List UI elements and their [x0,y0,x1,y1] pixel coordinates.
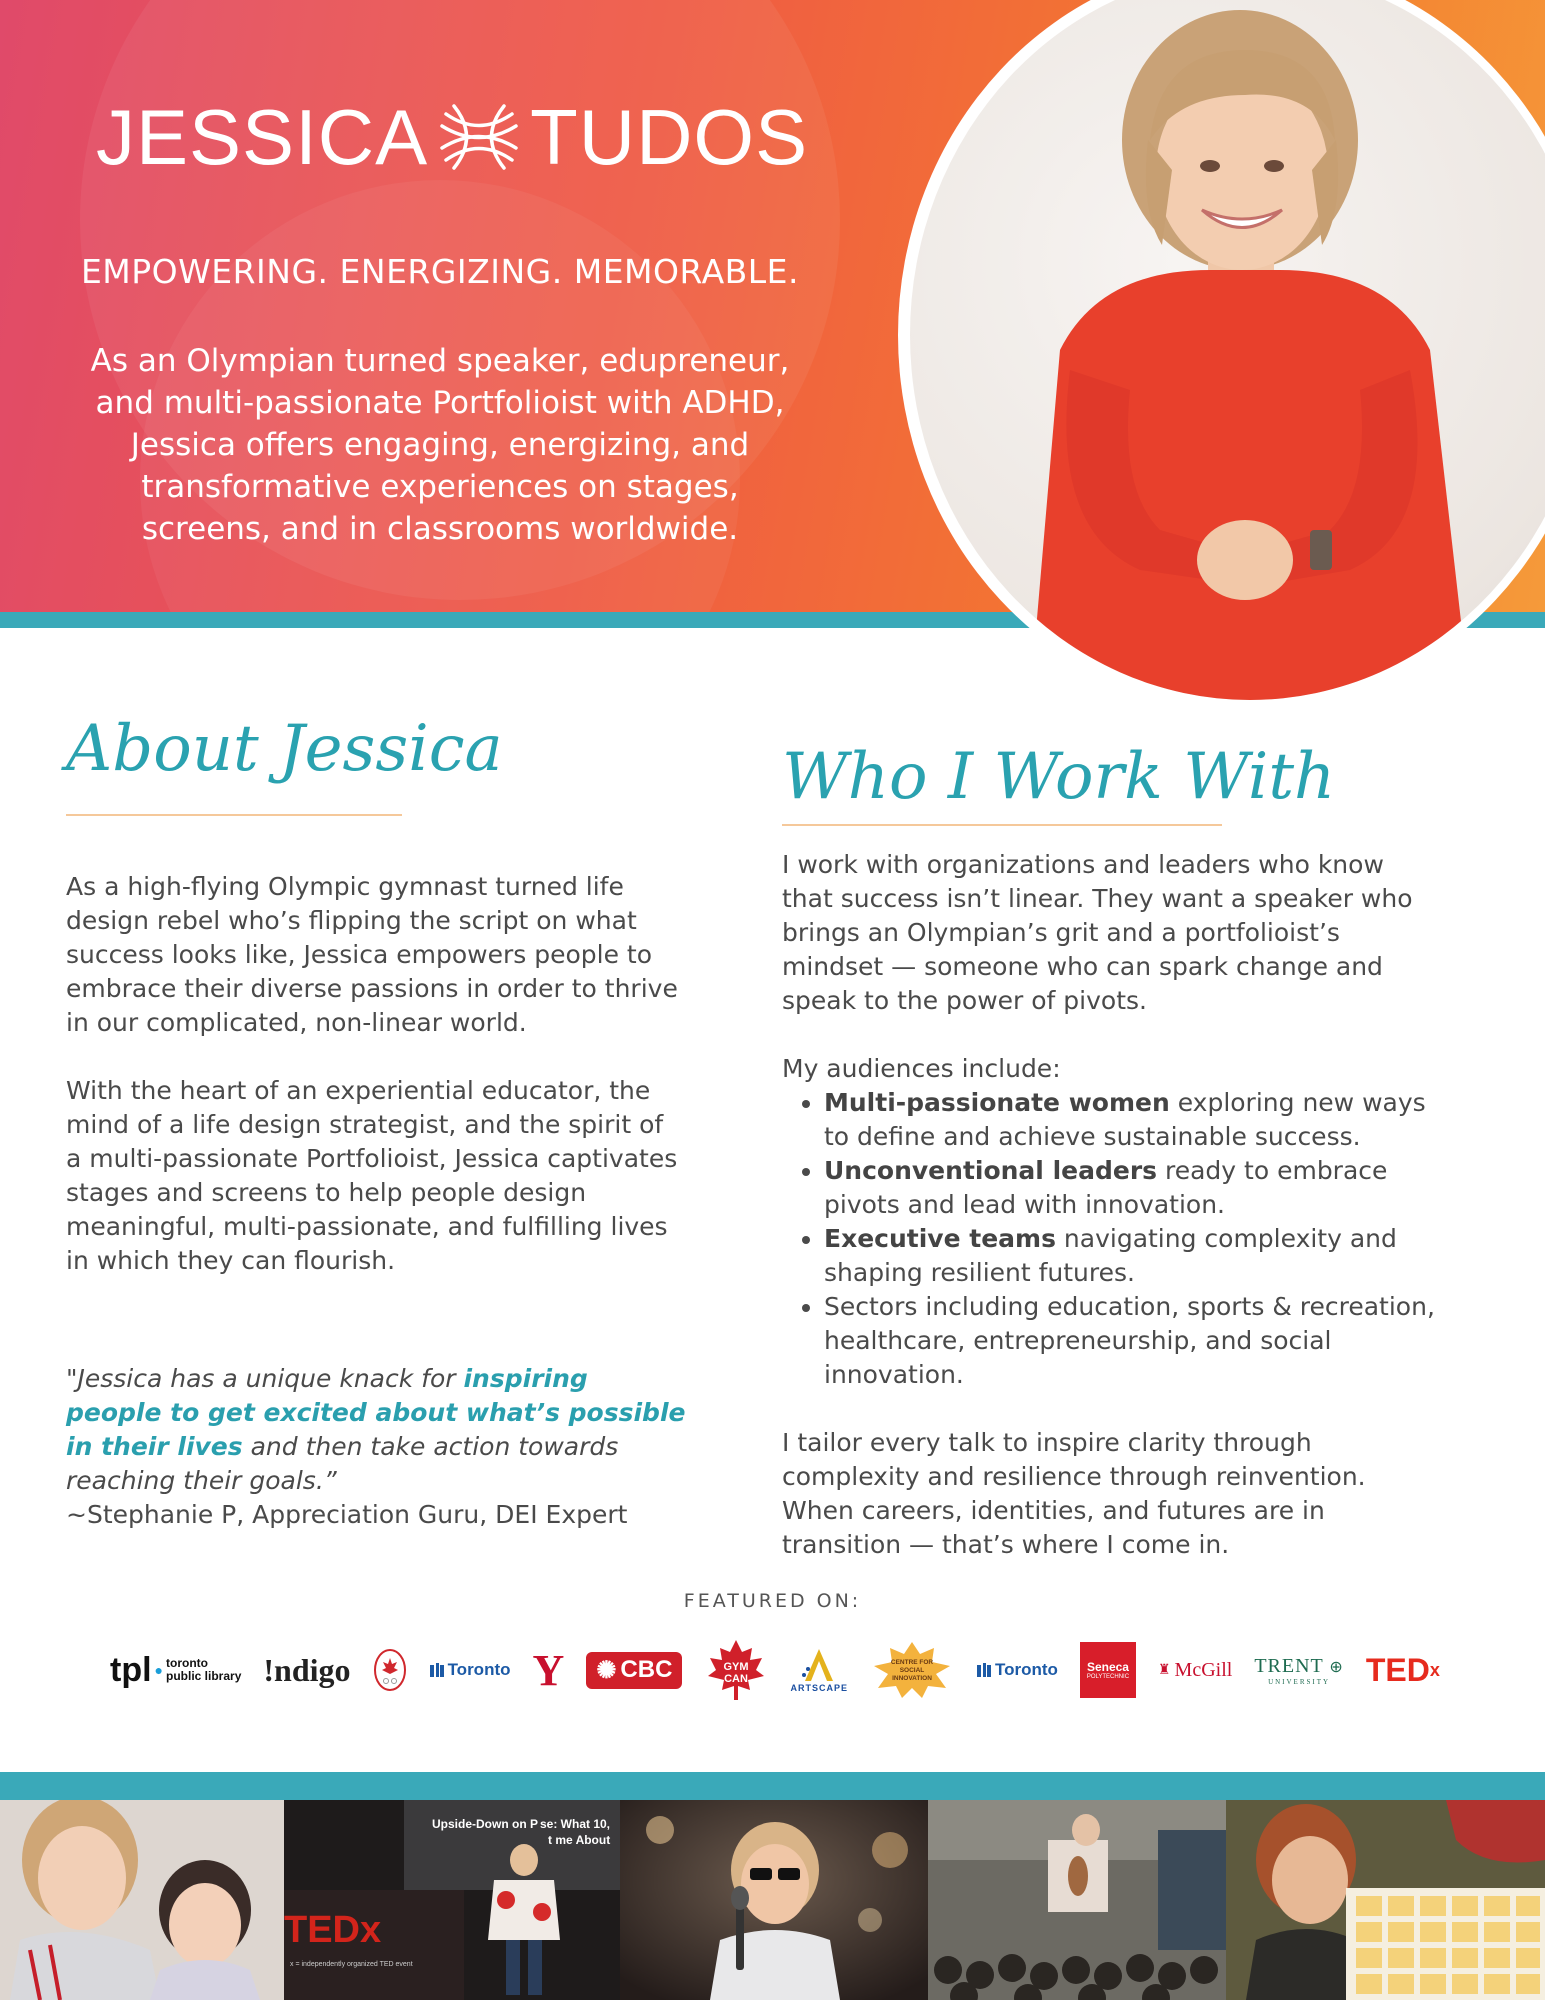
tpl-sub: toronto [166,1656,208,1670]
tedx-sign: TEDx [284,1909,382,1951]
screen-title: se: What 10, [540,1817,611,1831]
intro-line: Jessica offers engaging, energizing, and [130,427,750,463]
intro-line: transformative experiences on stages, [141,469,739,505]
teal-divider-bottom [0,1772,1545,1800]
quote-attribution: ~Stephanie P, Appreciation Guru, DEI Expert [66,1500,628,1529]
tpl-sub: public library [166,1669,242,1683]
audience-text: ready to embrace pivots and lead with innovation. [824,1156,1388,1219]
csi-text: SOCIAL [899,1667,925,1674]
featured-label: FEATURED ON: [683,1590,862,1612]
tedx-wordmark: TED [1365,1651,1430,1688]
about-heading: About Jessica [66,712,503,786]
quote-text: and then take action towards reaching their goals.” [66,1432,619,1495]
audience-bold: Unconventional leaders [824,1156,1158,1185]
work-paragraph-1: I work with organizations and leaders who know that success isn’t linear. They want a speaker who brings an Olympian’s grit and a portfolioist’s mindset — someone who can spark change and speak to the power of pivots. [782,850,1413,1015]
photo-tedx-stage [284,1800,620,2000]
intro-line: and multi-passionate Portfolioist with ADHD, [95,385,785,421]
mcgill-logo: ♜ McGill [1157,1658,1233,1681]
tagline: EMPOWERING. ENERGIZING. MEMORABLE. [80,252,800,291]
trent-sub: UNIVERSITY [1268,1677,1331,1686]
quote-text: "Jessica has a unique knack for [66,1364,464,1393]
logo-first-name: JESSICA [96,92,429,181]
gymcan-text: CAN [724,1673,749,1685]
about-heading-underline [66,814,402,816]
indigo-logo: !ndigo [263,1651,351,1688]
audience-bold: Multi-passionate women [824,1088,1170,1117]
photo-sticky-notes [1226,1800,1545,2000]
photo-classroom [928,1800,1226,2000]
audience-text: exploring new ways to define and achieve sustainable success. [824,1088,1426,1151]
tedx-sup: x [1429,1659,1440,1680]
cbc-wordmark: CBC [620,1656,673,1683]
work-body [782,848,1442,1596]
about-paragraph-2: With the heart of an experiential educator, the mind of a life design strategist, and the spirit of a multi-passionate Portfolioist, Jessica captivates stages and screens to help people design meaningful, multi-passionate, and fulfilling lives in which they can flourish. [66,1076,678,1275]
photo-strip [0,1800,1545,2000]
brand-logo [96,92,808,182]
testimonial-quote [66,1362,686,1532]
featured-logos [110,1632,1440,1708]
audiences-label: My audiences include: [782,1054,1061,1083]
trent-logo: TRENT ⊕ UNIVERSITY [1254,1654,1344,1686]
artscape-wordmark: ARTSCAPE [790,1683,848,1693]
csi-text: INNOVATION [892,1675,932,1682]
work-closing: I tailor every talk to inspire clarity through complexity and resilience through reinvention. When careers, identities, and futures are in transition — that’s where I come in. [782,1428,1366,1559]
brand-mark-icon [436,94,522,180]
work-heading: Who I Work With [782,740,1336,814]
cbc-logo: ✺ CBC [586,1652,682,1689]
gymcan-text: GYM [723,1661,749,1673]
seneca-sub: POLYTECHNIC [1086,1674,1130,1680]
toronto-wordmark: Toronto [447,1660,511,1679]
list-item [824,1222,1442,1290]
seneca-wordmark: Seneca [1086,1660,1129,1674]
csi-logo [870,1640,954,1700]
list-item [824,1086,1442,1154]
logo-last-name: TUDOS [530,92,809,181]
tedx-logo [1366,1652,1440,1689]
gymcan-logo [704,1638,768,1702]
screen-title: Upside-Down on P [432,1817,538,1831]
audience-text: navigating complexity and shaping resilient futures. [824,1224,1397,1287]
ymca-logo: Y [532,1645,565,1695]
csi-text: CENTRE FOR [890,1659,934,1666]
mcgill-wordmark: McGill [1174,1658,1233,1681]
work-heading-underline [782,824,1222,826]
about-body [66,870,686,1312]
toronto-wordmark: Toronto [995,1660,1058,1679]
olympic-logo [373,1648,407,1692]
intro-line: As an Olympian turned speaker, edupreneur, [90,343,790,379]
list-item [824,1154,1442,1222]
screen-title: t me About [548,1833,611,1847]
intro-text [55,340,825,550]
intro-line: screens, and in classrooms worldwide. [141,511,739,547]
artscape-logo [790,1647,848,1693]
trent-wordmark: TRENT [1254,1654,1324,1677]
audiences-list [782,1086,1442,1392]
about-paragraph-1: As a high-flying Olympic gymnast turned life design rebel who’s flipping the script on what success looks like, Jessica empowers people to embrace their diverse passions in order to thrive in our complicated, non-linear world. [66,872,678,1037]
photo-gymnasts [0,1800,284,2000]
tpl-wordmark: tpl [110,1650,152,1689]
quote-highlight: inspiring people to get excited about what’s possible in their lives [66,1364,686,1461]
toronto-logo-2 [976,1660,1058,1680]
list-item [824,1290,1442,1392]
photo-speaking-mic [620,1800,928,2000]
audience-bold: Executive teams [824,1224,1056,1253]
tpl-logo: tpl ● toronto public library [110,1650,242,1689]
toronto-logo [429,1660,511,1680]
seneca-logo [1080,1642,1136,1698]
audience-text: Sectors including education, sports & recreation, healthcare, entrepreneurship, and social innovation. [824,1292,1435,1389]
tedx-sign-sub: x = independently organized TED event [290,1961,413,1968]
